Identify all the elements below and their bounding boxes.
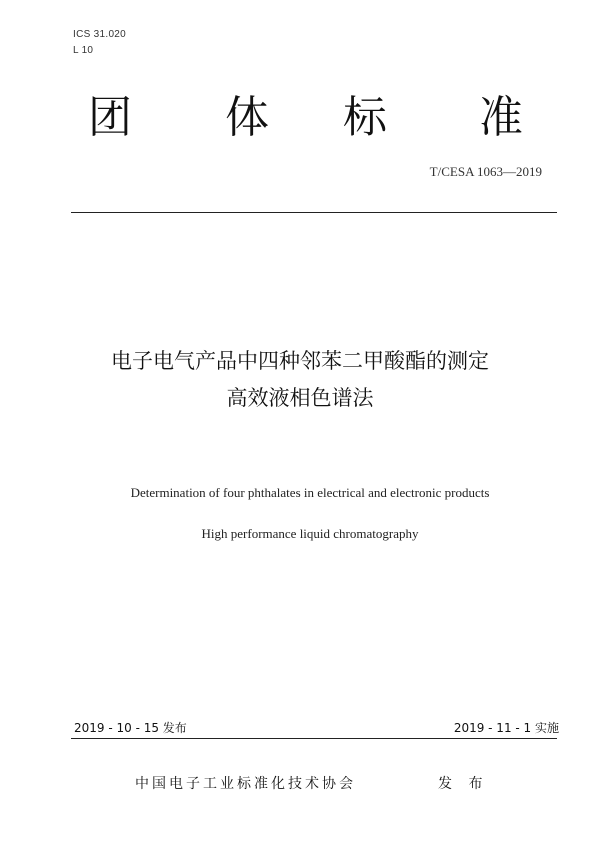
title-chinese-line-1: 电子电气产品中四种邻苯二甲酸酯的测定 bbox=[111, 349, 489, 373]
standard-type-char-2: 体 bbox=[225, 92, 269, 143]
ics-code: ICS 31.020 bbox=[73, 29, 127, 40]
publisher-name: 中国电子工业标准化技术协会 bbox=[135, 776, 356, 792]
title-chinese-line-2: 高效液相色谱法 bbox=[226, 386, 374, 410]
standard-type-char-3: 标 bbox=[343, 92, 387, 143]
standard-type-char-4: 准 bbox=[479, 92, 523, 143]
standard-number: T/CESA 1063—2019 bbox=[429, 164, 542, 179]
standard-type-char-1: 团 bbox=[88, 92, 132, 143]
issue-date: 2019 - 10 - 15 发布 bbox=[74, 721, 187, 735]
bottom-divider bbox=[71, 738, 557, 739]
ccs-code: L 10 bbox=[73, 45, 94, 56]
title-english-line-2: High performance liquid chromatography bbox=[201, 526, 419, 541]
title-english-line-1: Determination of four phthalates in electrical and electronic products bbox=[130, 485, 490, 500]
implementation-date: 2019 - 11 - 1 实施 bbox=[453, 721, 559, 735]
publish-label: 发 布 bbox=[438, 776, 489, 792]
top-divider bbox=[71, 212, 557, 213]
